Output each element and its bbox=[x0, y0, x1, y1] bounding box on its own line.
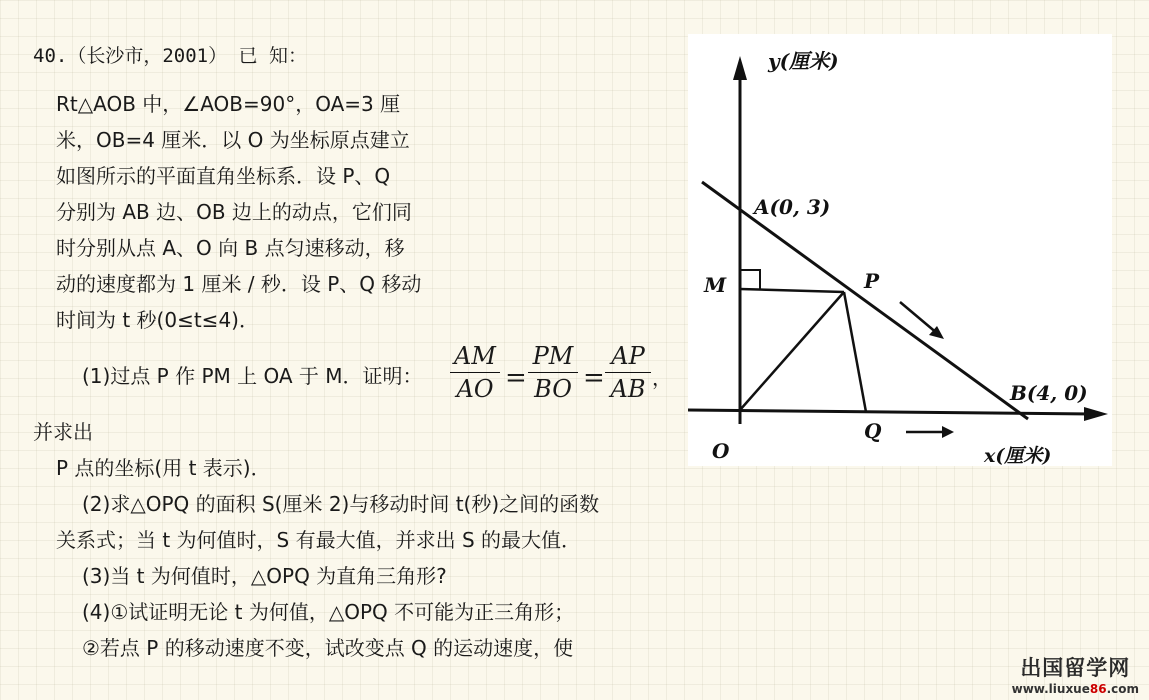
site-watermark bbox=[1012, 652, 1139, 696]
fraction-numerator: AM bbox=[454, 342, 496, 370]
segment-pm bbox=[740, 289, 844, 292]
label-point-b: B(4, 0) bbox=[1010, 381, 1088, 405]
arrow-q-head bbox=[942, 426, 954, 438]
line-ab bbox=[702, 182, 1028, 419]
q1-end: P 点的坐标(用 t 表示)． bbox=[56, 456, 271, 480]
watermark-url-prefix: www.liuxue bbox=[1011, 682, 1090, 696]
x-axis-label: x(厘米) bbox=[984, 445, 1052, 466]
fraction-numerator: AP bbox=[611, 342, 645, 370]
problem-heading: 40.（长沙市，2001） 已 知： bbox=[33, 45, 307, 67]
watermark-site-name: 出国留学网 bbox=[1020, 656, 1131, 680]
label-point-o: O bbox=[712, 439, 730, 463]
paragraph-line: 如图所示的平面直角坐标系．设 P、Q bbox=[56, 164, 391, 188]
watermark-url-suffix: .com bbox=[1106, 682, 1139, 696]
y-axis-arrowhead bbox=[733, 56, 747, 80]
paragraph-line: 动的速度都为 1 厘米 / 秒．设 P、Q 移动 bbox=[56, 272, 422, 296]
fraction-denominator: AO bbox=[456, 375, 494, 403]
coordinate-figure bbox=[688, 34, 1112, 466]
fraction-bar bbox=[528, 372, 578, 373]
fraction-am-ao bbox=[450, 342, 500, 403]
right-angle-mark bbox=[740, 270, 760, 290]
figure-canvas bbox=[688, 34, 1112, 466]
q4-line2: ②若点 P 的移动速度不变，试改变点 Q 的运动速度，使 bbox=[82, 636, 574, 660]
paragraph-line: 时分别从点 A、O 向 B 点匀速移动，移 bbox=[56, 236, 405, 260]
fraction-bar bbox=[450, 372, 500, 373]
q1-intro: (1)过点 P 作 PM 上 OA 于 M．证明： bbox=[82, 364, 423, 388]
fraction-pm-bo bbox=[528, 342, 578, 403]
paragraph-line: 时间为 t 秒(0≤t≤4)． bbox=[56, 308, 259, 332]
fraction-denominator: AB bbox=[610, 375, 646, 403]
paragraph-line: 米，OB=4 厘米．以 O 为坐标原点建立 bbox=[56, 128, 410, 152]
fraction-ap-ab bbox=[605, 342, 651, 403]
watermark-url bbox=[1012, 682, 1139, 696]
q2-line2: 关系式；当 t 为何值时，S 有最大值，并求出 S 的最大值． bbox=[56, 528, 582, 552]
x-axis-arrowhead bbox=[1084, 407, 1108, 421]
equals-sign: = bbox=[583, 363, 605, 393]
paragraph-line: Rt△AOB 中，∠AOB=90°，OA=3 厘 bbox=[56, 92, 401, 116]
trailing-comma: ， bbox=[652, 366, 672, 390]
fraction-numerator: PM bbox=[532, 342, 574, 370]
segment-op bbox=[740, 292, 844, 410]
equals-sign: = bbox=[505, 363, 527, 393]
fraction-bar bbox=[605, 372, 651, 373]
y-axis-label: y(厘米) bbox=[768, 49, 839, 73]
label-point-q: Q bbox=[864, 419, 882, 443]
watermark-url-number: 86 bbox=[1089, 682, 1107, 696]
paragraph-line: 分别为 AB 边、OB 边上的动点，它们同 bbox=[56, 200, 412, 224]
label-point-a: A(0, 3) bbox=[754, 195, 831, 219]
x-axis bbox=[688, 410, 1093, 414]
fraction-denominator: BO bbox=[534, 375, 572, 403]
label-point-m: M bbox=[704, 273, 727, 297]
q1-continue: 并求出 bbox=[33, 420, 93, 444]
segment-pq bbox=[844, 292, 866, 412]
label-point-p: P bbox=[864, 269, 880, 293]
q3-text: (3)当 t 为何值时，△OPQ 为直角三角形? bbox=[82, 564, 447, 588]
q4-line1: (4)①试证明无论 t 为何值，△OPQ 不可能为正三角形； bbox=[82, 600, 575, 624]
q2-line1: (2)求△OPQ 的面积 S(厘米 2)与移动时间 t(秒)之间的函数 bbox=[82, 492, 600, 516]
